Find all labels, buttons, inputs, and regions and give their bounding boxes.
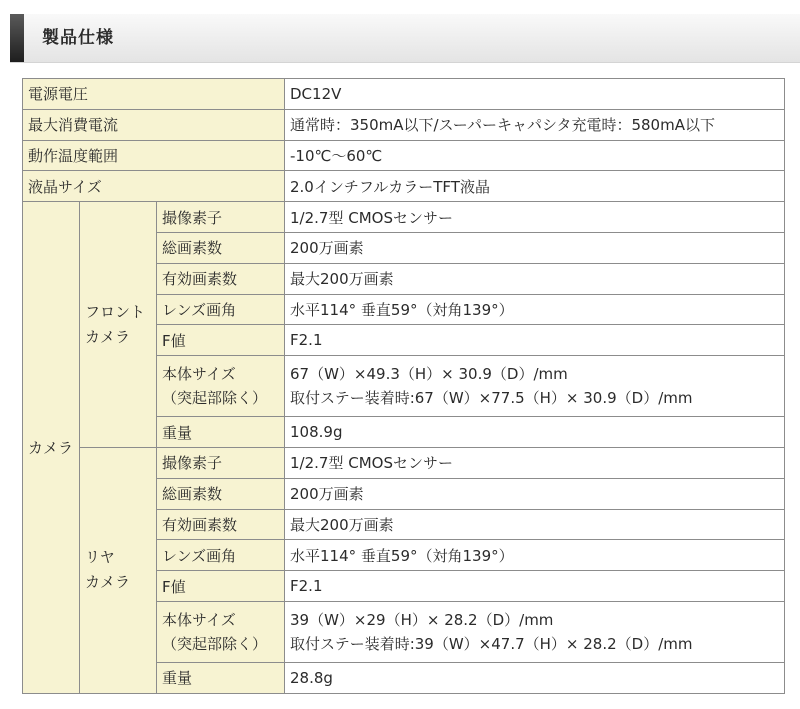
front-camera-label-line2: カメラ <box>85 327 131 346</box>
spec-label: 最大消費電流 <box>23 109 285 140</box>
spec-value: DC12V <box>285 79 785 110</box>
spec-label <box>157 601 285 662</box>
table-row <box>23 79 785 110</box>
spec-label: 総画素数 <box>157 232 285 263</box>
spec-label: 撮像素子 <box>157 447 285 478</box>
header-accent-bar <box>10 14 24 62</box>
spec-value-line2: 取付ステー装着時:39（W）×47.7（H）× 28.2（D）/mm <box>290 634 693 653</box>
spec-value: 1/2.7型 CMOSセンサー <box>285 447 785 478</box>
section-title: 製品仕様 <box>42 28 114 48</box>
spec-value: 28.8g <box>285 662 785 693</box>
table-row <box>23 140 785 171</box>
table-row <box>23 171 785 202</box>
spec-value: 1/2.7型 CMOSセンサー <box>285 202 785 233</box>
table-row <box>23 447 785 478</box>
spec-label-line2: （突起部除く） <box>162 389 268 408</box>
spec-label: 総画素数 <box>157 478 285 509</box>
spec-label: 撮像素子 <box>157 202 285 233</box>
spec-value: 水平114° 垂直59°（対角139°） <box>285 294 785 325</box>
spec-label: 重量 <box>157 662 285 693</box>
spec-label: 電源電圧 <box>23 79 285 110</box>
spec-label: 液晶サイズ <box>23 171 285 202</box>
spec-value: 通常時：350mA以下/スーパーキャパシタ充電時：580mA以下 <box>285 109 785 140</box>
spec-label: 有効画素数 <box>157 263 285 294</box>
spec-value: F2.1 <box>285 325 785 356</box>
spec-label: 動作温度範囲 <box>23 140 285 171</box>
camera-group-label: カメラ <box>23 202 80 694</box>
spec-value: 108.9g <box>285 417 785 448</box>
spec-label: 有効画素数 <box>157 509 285 540</box>
spec-label: F値 <box>157 571 285 602</box>
rear-camera-label <box>80 447 157 693</box>
spec-value-line1: 67（W）×49.3（H）× 30.9（D）/mm <box>290 365 568 384</box>
spec-label: 重量 <box>157 417 285 448</box>
spec-value: 水平114° 垂直59°（対角139°） <box>285 540 785 571</box>
spec-value: 200万画素 <box>285 232 785 263</box>
spec-label: F値 <box>157 325 285 356</box>
rear-camera-label-line2: カメラ <box>85 573 131 592</box>
spec-label <box>157 356 285 417</box>
spec-label-line1: 本体サイズ <box>162 610 236 629</box>
table-row <box>23 202 785 233</box>
spec-value-line1: 39（W）×29（H）× 28.2（D）/mm <box>290 610 554 629</box>
spec-label: レンズ画角 <box>157 540 285 571</box>
section-header <box>10 14 800 63</box>
spec-value: 200万画素 <box>285 478 785 509</box>
spec-table <box>22 78 785 694</box>
front-camera-label-line1: フロント <box>85 302 146 321</box>
spec-label-line1: 本体サイズ <box>162 365 236 384</box>
spec-value: 最大200万画素 <box>285 263 785 294</box>
spec-value: 最大200万画素 <box>285 509 785 540</box>
front-camera-label <box>80 202 157 448</box>
spec-value <box>285 601 785 662</box>
spec-value <box>285 356 785 417</box>
spec-value: F2.1 <box>285 571 785 602</box>
table-row <box>23 109 785 140</box>
spec-value: -10℃～60℃ <box>285 140 785 171</box>
spec-value: 2.0インチフルカラーTFT液晶 <box>285 171 785 202</box>
spec-value-line2: 取付ステー装着時:67（W）×77.5（H）× 30.9（D）/mm <box>290 389 693 408</box>
rear-camera-label-line1: リヤ <box>85 548 115 567</box>
spec-label: レンズ画角 <box>157 294 285 325</box>
spec-label-line2: （突起部除く） <box>162 634 268 653</box>
